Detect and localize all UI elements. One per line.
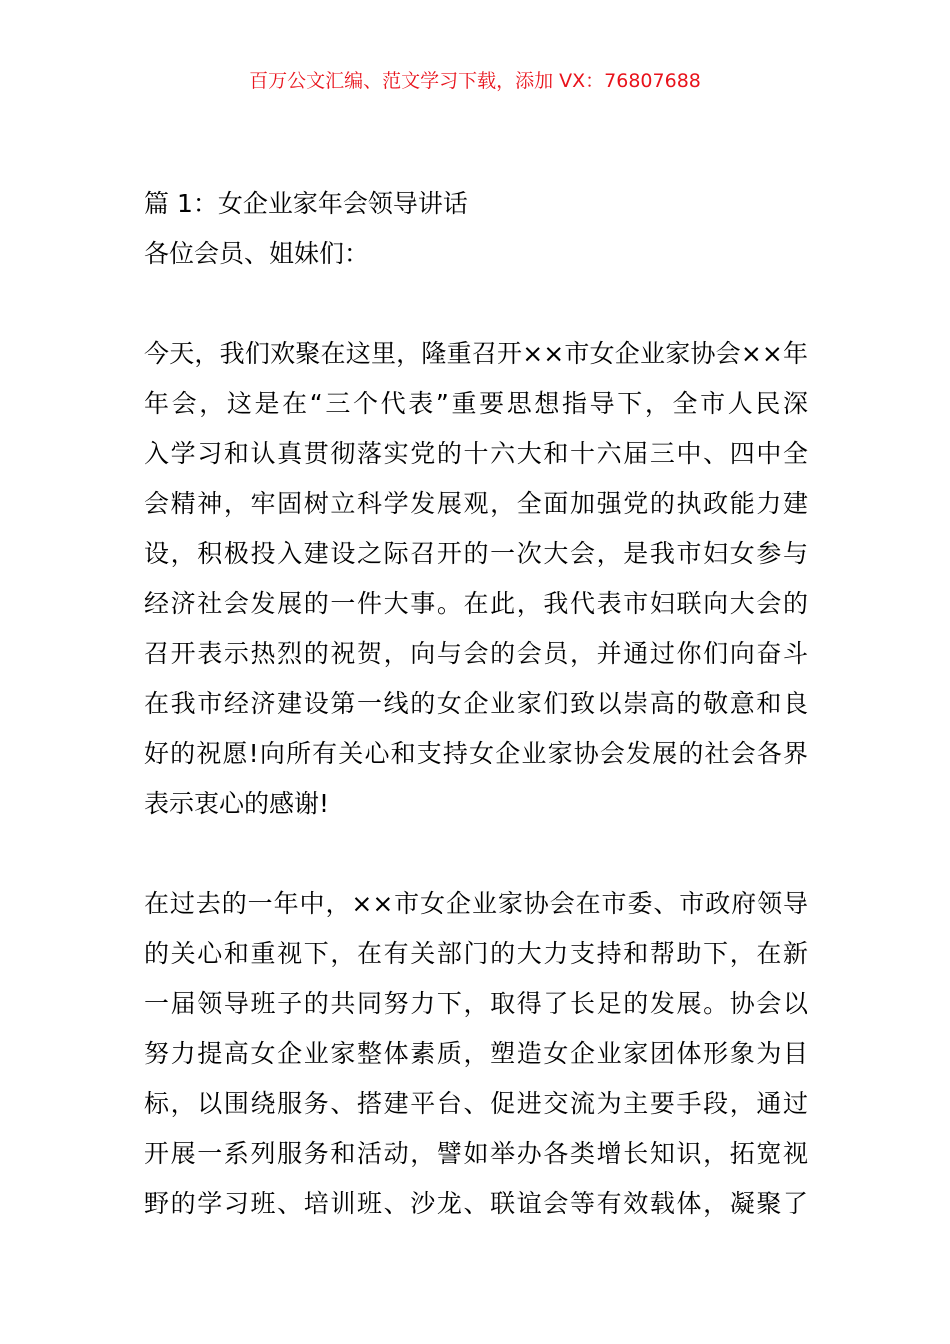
- salutation: 各位会员、姐妹们：: [144, 239, 370, 268]
- paragraph-line: 年会，这是在“三个代表”重要思想指导下，全市人民深: [144, 389, 808, 418]
- document-body: [144, 179, 808, 1229]
- paragraph-line: 入学习和认真贯彻落实党的十六大和十六届三中、四中全: [144, 439, 808, 468]
- paragraph-line: 召开表示热烈的祝贺，向与会的会员，并通过你们向奋斗: [144, 639, 808, 668]
- paragraph-line: 在过去的一年中，××市女企业家协会在市委、市政府领导: [144, 889, 808, 918]
- promo-banner: 百万公文汇编、范文学习下载，添加 VX：76807688: [249, 70, 701, 92]
- paragraph-line: 的关心和重视下，在有关部门的大力支持和帮助下，在新: [144, 939, 808, 968]
- paragraph-line: 努力提高女企业家整体素质，塑造女企业家团体形象为目: [144, 1039, 808, 1068]
- paragraph-line: 好的祝愿!向所有关心和支持女企业家协会发展的社会各界: [144, 739, 808, 768]
- paragraph-line: 今天，我们欢聚在这里，隆重召开××市女企业家协会××年: [144, 339, 808, 368]
- paragraph-line: 开展一系列服务和活动，譬如举办各类增长知识，拓宽视: [144, 1139, 808, 1168]
- paragraph-line: 标，以围绕服务、搭建平台、促进交流为主要手段，通过: [144, 1089, 808, 1118]
- paragraph-line: 表示衷心的感谢!: [144, 789, 330, 818]
- paragraph-1: [144, 329, 808, 829]
- paragraph-line: 在我市经济建设第一线的女企业家们致以崇高的敬意和良: [144, 689, 808, 718]
- paragraph-line: 野的学习班、培训班、沙龙、联谊会等有效载体，凝聚了: [144, 1189, 808, 1218]
- paragraph-line: 设，积极投入建设之际召开的一次大会，是我市妇女参与: [144, 539, 808, 568]
- spacer: [144, 279, 808, 329]
- document-title: 篇 1：女企业家年会领导讲话: [144, 189, 468, 218]
- paragraph-line: 会精神，牢固树立科学发展观，全面加强党的执政能力建: [144, 489, 808, 518]
- paragraph-line: 经济社会发展的一件大事。在此，我代表市妇联向大会的: [144, 589, 808, 618]
- paragraph-2: [144, 879, 808, 1229]
- paragraph-line: 一届领导班子的共同努力下，取得了长足的发展。协会以: [144, 989, 808, 1018]
- spacer: [144, 829, 808, 879]
